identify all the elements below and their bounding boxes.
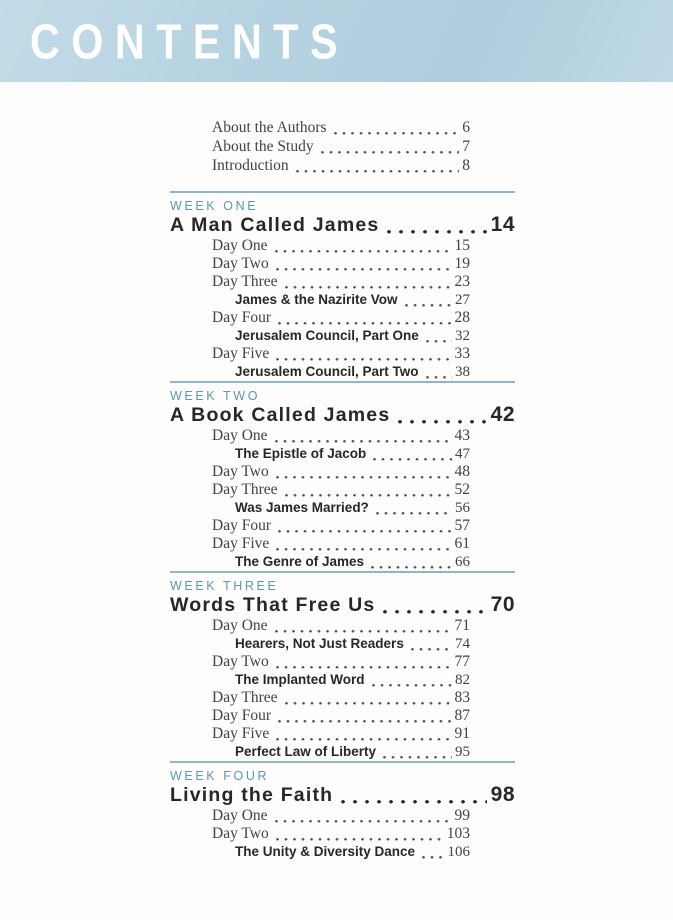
week-title <box>170 783 515 807</box>
week-section <box>170 761 515 861</box>
day-entry-label: Day Five <box>212 725 270 742</box>
day-entry <box>170 309 515 327</box>
topic-entry-label: Was James Married? <box>235 500 369 515</box>
week-title-label: Words That Free Us <box>170 594 376 616</box>
front-matter-entry <box>170 156 515 175</box>
week-label: WEEK THREE <box>170 579 279 593</box>
day-entry <box>170 345 515 363</box>
dot-leader <box>275 438 452 443</box>
topic-entry-page-number: 95 <box>455 744 470 760</box>
day-entry-page-number: 43 <box>454 427 470 444</box>
week-title-label: Living the Faith <box>170 784 334 806</box>
topic-entry-label: Hearers, Not Just Readers <box>235 636 404 651</box>
topic-entry-label: The Implanted Word <box>235 672 365 687</box>
dot-leader <box>321 149 460 154</box>
day-entry-page-number: 61 <box>454 535 470 552</box>
dot-leader <box>276 356 451 361</box>
day-entry <box>170 273 515 291</box>
day-entry <box>170 535 515 553</box>
dot-leader <box>275 248 452 253</box>
dot-leader <box>387 228 486 234</box>
day-entry-label: Day One <box>212 427 268 444</box>
front-matter-item <box>170 137 515 156</box>
week-title-label: A Book Called James <box>170 404 391 426</box>
week-title-label: A Man Called James <box>170 214 380 236</box>
day-entry-label: Day One <box>212 237 268 254</box>
topic-entry-label: Jerusalem Council, Part Two <box>235 364 419 379</box>
topic-entry-label: Jerusalem Council, Part One <box>235 328 419 343</box>
week-section <box>170 381 515 571</box>
day-entry-label: Day One <box>212 617 268 634</box>
week-title <box>170 593 515 617</box>
day-entry-label: Day Four <box>212 707 271 724</box>
dot-leader <box>372 682 452 687</box>
week-title <box>170 213 515 237</box>
topic-entry <box>170 363 515 381</box>
week-title-page-number: 42 <box>490 403 515 426</box>
front-matter-entry-page-number: 6 <box>462 119 470 136</box>
dot-leader <box>276 836 444 841</box>
day-entry-label: Day Five <box>212 535 270 552</box>
front-matter-entry <box>170 118 515 137</box>
dot-leader <box>411 646 452 651</box>
table-of-contents <box>170 82 515 861</box>
dot-leader <box>278 718 452 723</box>
week-title-page-number: 14 <box>490 213 515 236</box>
dot-leader <box>285 284 452 289</box>
topic-entry <box>170 445 515 463</box>
dot-leader <box>426 374 452 379</box>
day-entry-label: Day Three <box>212 481 278 498</box>
topic-entry <box>170 327 515 345</box>
week-sections <box>170 191 515 861</box>
week-label: WEEK TWO <box>170 389 261 403</box>
front-matter-item <box>170 156 515 175</box>
day-entry <box>170 707 515 725</box>
day-entry-page-number: 83 <box>454 689 470 706</box>
day-entry-label: Day Two <box>212 463 269 480</box>
topic-entry <box>170 743 515 761</box>
week-section <box>170 191 515 381</box>
topic-entry-label: The Epistle of Jacob <box>235 446 367 461</box>
topic-entry-page-number: 82 <box>455 672 470 688</box>
day-entry-page-number: 91 <box>454 725 470 742</box>
topic-entry <box>170 291 515 309</box>
dot-leader <box>278 320 452 325</box>
day-entry-page-number: 19 <box>454 255 470 272</box>
topic-entry-page-number: 27 <box>455 292 470 308</box>
day-entry <box>170 237 515 255</box>
day-entry-page-number: 87 <box>454 707 470 724</box>
day-entry <box>170 427 515 445</box>
dot-leader <box>376 510 452 515</box>
day-entry <box>170 481 515 499</box>
day-entry-page-number: 103 <box>446 825 470 842</box>
dot-leader <box>341 798 486 804</box>
topic-entry-page-number: 66 <box>455 554 470 570</box>
day-entry <box>170 825 515 843</box>
topic-entry <box>170 499 515 517</box>
day-entry <box>170 255 515 273</box>
topic-entry-label: James & the Nazirite Vow <box>235 292 398 307</box>
day-entry <box>170 517 515 535</box>
week-title-page-number: 70 <box>490 593 515 616</box>
day-entry-page-number: 52 <box>454 481 470 498</box>
front-matter-entry-label: About the Authors <box>212 119 327 136</box>
dot-leader <box>296 168 460 173</box>
day-entry <box>170 463 515 481</box>
day-entry-label: Day Two <box>212 825 269 842</box>
dot-leader <box>334 130 460 135</box>
week-title <box>170 403 515 427</box>
day-entry-label: Day Four <box>212 517 271 534</box>
dot-leader <box>276 546 451 551</box>
dot-leader <box>276 736 451 741</box>
day-entry-label: Day Two <box>212 653 269 670</box>
day-entry <box>170 617 515 635</box>
dot-leader <box>276 266 452 271</box>
topic-entry-label: The Genre of James <box>235 554 365 569</box>
dot-leader <box>275 628 452 633</box>
topic-entry-page-number: 74 <box>455 636 470 652</box>
dot-leader <box>426 338 452 343</box>
topic-entry-page-number: 38 <box>455 364 470 380</box>
day-entry-label: Day Two <box>212 255 269 272</box>
topic-entry-label: The Unity & Diversity Dance <box>235 844 416 859</box>
day-entry <box>170 807 515 825</box>
front-matter-item <box>170 118 515 137</box>
day-entry-page-number: 28 <box>454 309 470 326</box>
day-entry-label: Day Three <box>212 273 278 290</box>
front-matter-entry <box>170 137 515 156</box>
dot-leader <box>371 564 452 569</box>
day-entry <box>170 689 515 707</box>
front-matter-entry-page-number: 8 <box>462 157 470 174</box>
dot-leader <box>422 854 444 859</box>
week-label: WEEK FOUR <box>170 769 270 783</box>
day-entry <box>170 653 515 671</box>
front-matter-list <box>170 118 515 175</box>
dot-leader <box>276 664 452 669</box>
topic-entry-page-number: 47 <box>455 446 470 462</box>
topic-entry <box>170 671 515 689</box>
dot-leader <box>275 818 452 823</box>
day-entry <box>170 725 515 743</box>
day-entry-page-number: 71 <box>454 617 470 634</box>
day-entry-page-number: 77 <box>454 653 470 670</box>
day-entry-page-number: 15 <box>454 237 470 254</box>
day-entry-label: Day Four <box>212 309 271 326</box>
topic-entry <box>170 635 515 653</box>
dot-leader <box>285 492 452 497</box>
topic-entry-page-number: 32 <box>455 328 470 344</box>
dot-leader <box>285 700 452 705</box>
topic-entry-page-number: 106 <box>447 844 470 860</box>
week-section <box>170 571 515 761</box>
day-entry-label: Day Five <box>212 345 270 362</box>
day-entry-page-number: 23 <box>454 273 470 290</box>
day-entry-label: Day Three <box>212 689 278 706</box>
page-header-band <box>0 0 673 82</box>
topic-entry-page-number: 56 <box>455 500 470 516</box>
dot-leader <box>398 418 486 424</box>
dot-leader <box>383 608 486 614</box>
day-entry-page-number: 57 <box>454 517 470 534</box>
page-title: CONTENTS <box>30 13 349 69</box>
week-label: WEEK ONE <box>170 199 259 213</box>
day-entry-page-number: 99 <box>454 807 470 824</box>
dot-leader <box>383 754 452 759</box>
day-entry-page-number: 33 <box>454 345 470 362</box>
topic-entry <box>170 843 515 861</box>
front-matter-entry-page-number: 7 <box>462 138 470 155</box>
topic-entry-label: Perfect Law of Liberty <box>235 744 377 759</box>
dot-leader <box>373 456 452 461</box>
dot-leader <box>276 474 452 479</box>
front-matter-entry-label: About the Study <box>212 138 314 155</box>
dot-leader <box>278 528 452 533</box>
day-entry-label: Day One <box>212 807 268 824</box>
dot-leader <box>405 302 452 307</box>
front-matter-entry-label: Introduction <box>212 157 289 174</box>
week-title-page-number: 98 <box>490 783 515 806</box>
topic-entry <box>170 553 515 571</box>
day-entry-page-number: 48 <box>454 463 470 480</box>
